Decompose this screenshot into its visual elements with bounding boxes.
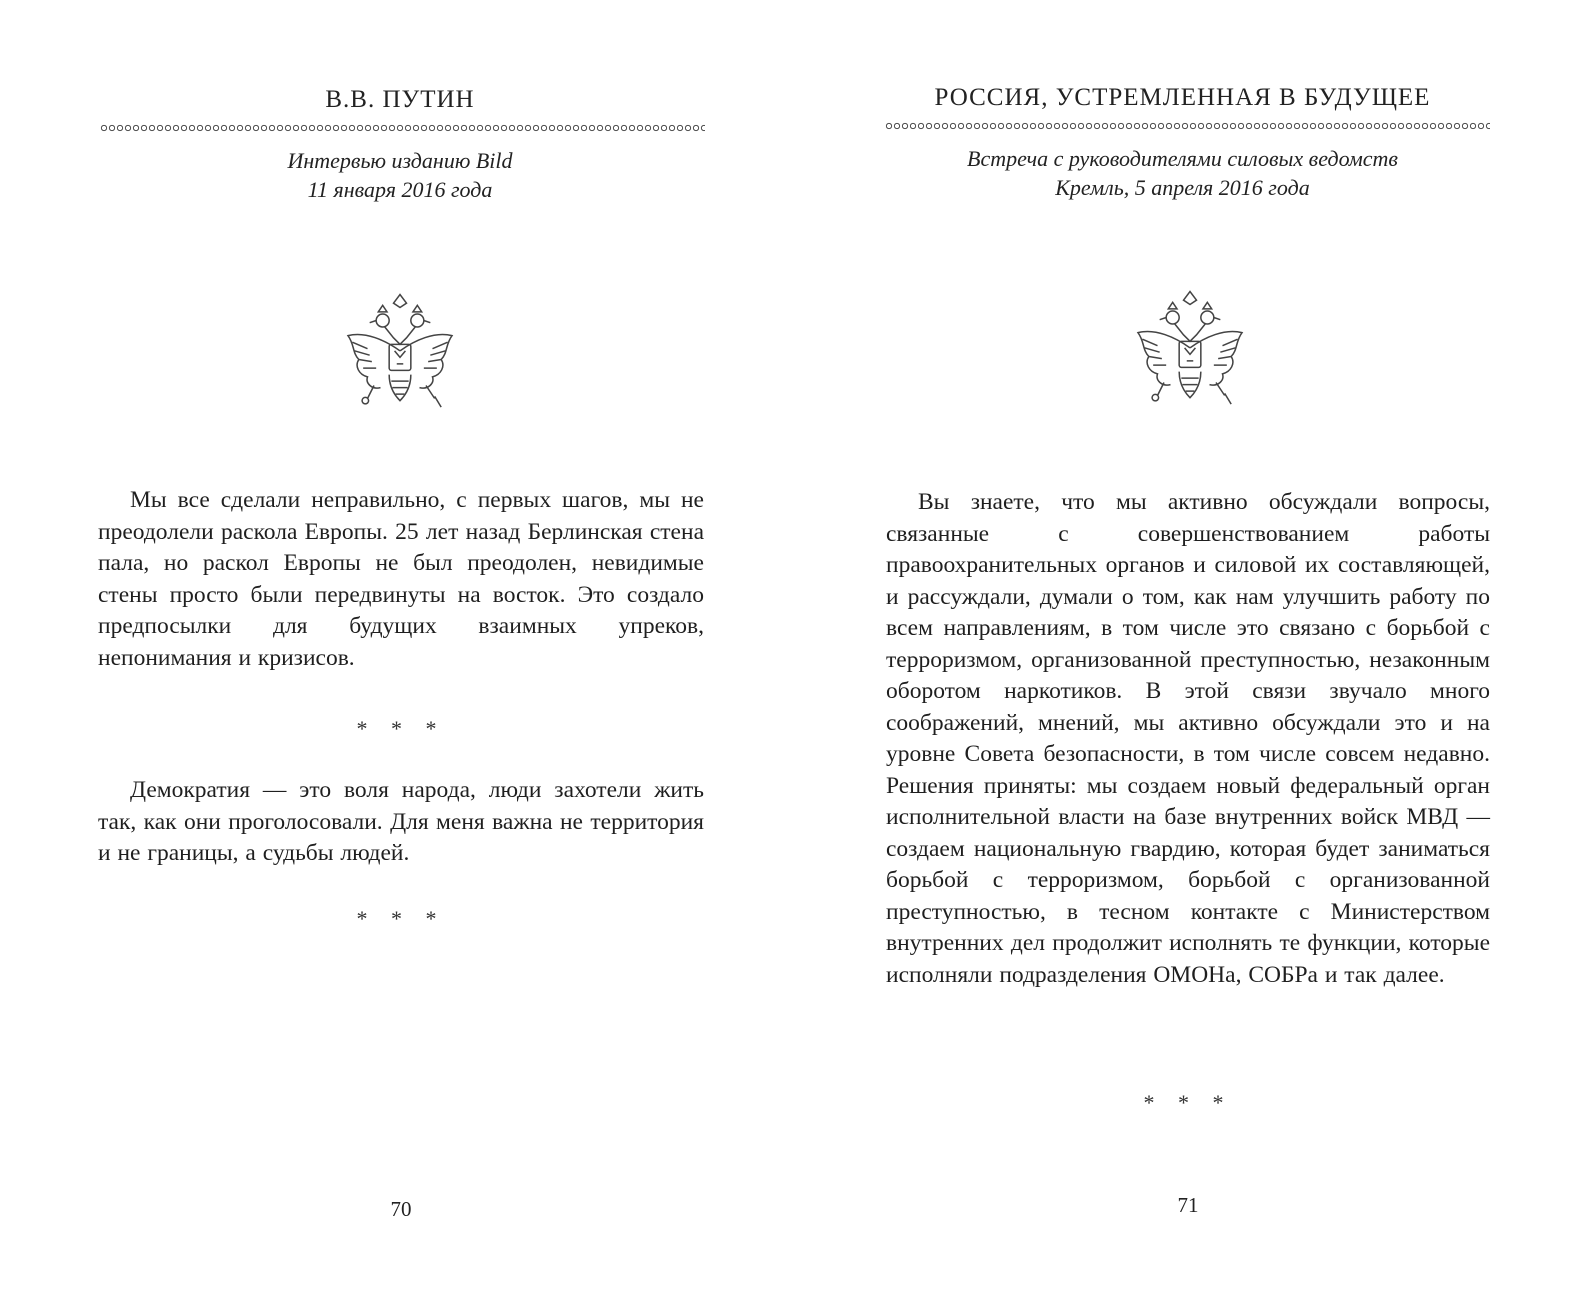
subtitle-line-1: Встреча с руководителями силовых ведомств — [967, 146, 1398, 171]
double-headed-eagle-emblem — [335, 288, 465, 418]
subtitle-line-1: Интервью изданию Bild — [287, 148, 513, 173]
subtitle-line-2: 11 января 2016 года — [307, 177, 493, 202]
body-paragraph: Вы знаете, что мы активно обсуждали вопросы, связанные с совершенствованием работы правоохранительных органов и силовой их составляющей, и рассуждали, думали о том, как нам улучшить работу по всем направлениям, в том числе это связано с борьбой с терроризмом, организованной преступностью, незаконным оборотом наркотиков. В этой связи звучало много соображений, мнений, мы активно обсуждали это и на уровне Совета безопасности, в том числе совсем недавно. Решения приняты: мы создаем новый федеральный орган исполнительной власти на базе внутренних войск МВД — создаем национальную гвардию, которая будет заниматься борьбой с терроризмом, борьбой с организованной преступностью, в тесном контакте с Министерством внутренних дел продолжит исполнять те функции, которые исполняли подразделения ОМОНа, СОБРа и так далее. — [886, 489, 1490, 988]
page-number: 71 — [1177, 1193, 1199, 1217]
ornament-rule — [885, 121, 1490, 131]
body-paragraph: Мы все сделали неправильно, с первых шагов, мы не преодолели раскола Европы. 25 лет назад Берлинская стена пала, но раскол Европы не был преодолен, невидимые стены просто были передвинуты на восток. Это создало предпосылки для будущих взаимных упреков, непонимания и кризисов. — [98, 487, 704, 671]
page-number: 70 — [390, 1197, 412, 1221]
subtitle-line-2: Кремль, 5 апреля 2016 года — [1055, 175, 1310, 200]
section-separator: * * * — [356, 906, 446, 931]
right-page — [790, 0, 1575, 1302]
section-separator: * * * — [1143, 1090, 1233, 1115]
subtitle — [870, 144, 1495, 202]
double-headed-eagle-emblem — [1125, 285, 1255, 415]
subtitle — [90, 146, 710, 204]
running-head: РОССИЯ, УСТРЕМЛЕННАЯ В БУДУЩЕЕ — [934, 84, 1431, 111]
body-paragraph: Демократия — это воля народа, люди захотели жить так, как они проголосовали. Для меня важна не территория и не границы, а судьбы людей. — [98, 777, 704, 866]
ornament-rule — [100, 123, 705, 133]
running-head: В.В. ПУТИН — [325, 86, 475, 113]
section-separator: * * * — [356, 716, 446, 741]
